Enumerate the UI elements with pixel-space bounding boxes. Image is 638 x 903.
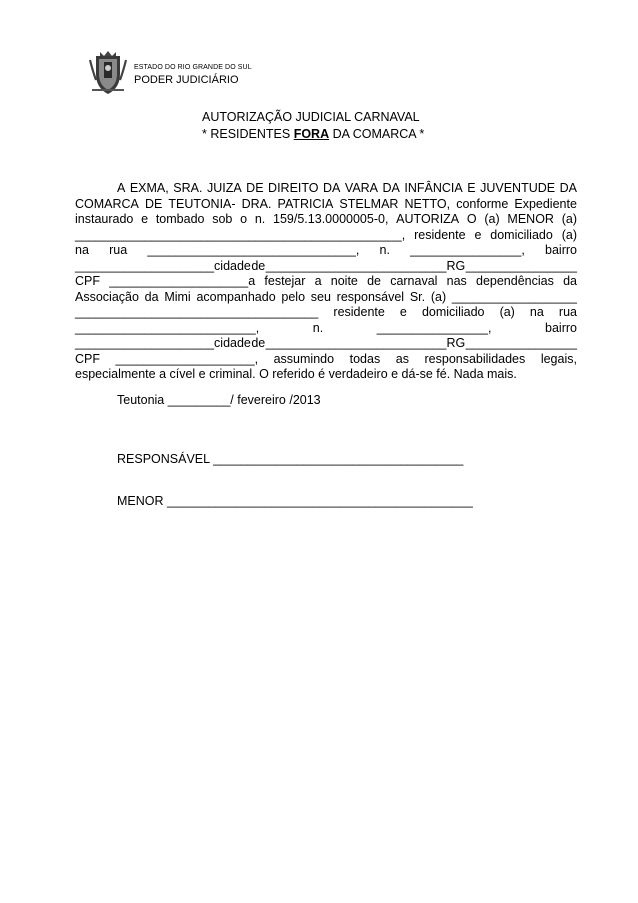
date-field: Teutonia _________/ fevereiro /2013 [117,393,321,407]
body-word: ___________________________________ [75,305,319,319]
body-line [75,212,577,228]
body-word: ________________ [465,258,577,273]
body-word: responsabilidades [424,351,526,366]
body-word: VARA [344,181,379,195]
title-line-2 [202,126,424,143]
document-title [202,109,424,143]
body-word: Mimi [164,289,191,304]
body-word: todas [349,351,381,366]
body-word: residente [333,305,385,319]
body-word: (a) [561,212,577,226]
body-word: a [314,274,322,288]
body-word: responsável [336,289,405,304]
body-word: o [240,212,248,226]
body-word: residente [414,227,466,242]
body-word: _______________________________________________, [75,227,406,242]
body-word: __________________________RG [265,258,466,273]
body-word: na [529,305,544,319]
body-word: domiciliado [421,305,485,319]
body-word: nas [446,274,467,288]
body-line [75,259,577,275]
body-word: e [399,305,407,319]
responsible-signature: RESPONSÁVEL ____________________________________ [117,452,464,466]
body-word: DA [323,181,341,195]
body-line [75,321,577,337]
body-word: COMARCA [75,196,139,211]
body-word: pelo [281,289,306,304]
state-name: ESTADO DO RIO GRANDE DO SUL [134,64,252,71]
body-word: O [466,212,477,226]
body-word: NETTO, [404,196,451,211]
body-word: da [144,289,159,304]
body-word: especialmente a cível e criminal. O referido é verdadeiro e dá-se fé. Nada mais. [75,367,517,381]
authorization-body [75,181,577,383]
body-word: ______________________________, [147,243,360,257]
body-word: (a) [484,212,500,226]
body-word: ____________________a [109,274,256,288]
body-word: ____________________, [115,351,259,366]
body-word: assumindo [273,351,335,366]
body-word: CPF [75,351,100,366]
body-word: 159/5.13.0000005-0, [273,212,389,226]
body-word: (a) [561,227,577,242]
body-word: PATRICIA [277,196,334,211]
body-word: bairro [545,320,577,335]
body-word: CPF [75,274,100,288]
body-word: E [467,181,476,195]
body-word: STELMAR [339,196,399,211]
body-word: (a) [430,289,447,304]
body-word: INFÂNCIA [404,181,463,195]
body-word: MENOR [507,212,554,226]
body-word: festejar [264,274,306,288]
body-word: de [251,336,266,350]
body-word: JUVENTUDE [480,181,556,195]
body-word: n. [254,212,266,226]
title-suffix: DA COMARCA * [329,127,425,141]
body-word: __________________ [451,289,577,304]
body-word: acompanhado [196,289,276,304]
body-line [75,228,577,244]
body-word: EXMA, [129,181,169,195]
body-line [75,367,577,383]
body-word: TEUTONIA- [168,196,236,211]
body-line [75,305,577,321]
body-word: (a) [499,305,515,319]
body-line [75,243,577,259]
body-word: Expediente [514,196,577,211]
body-word: bairro [545,243,577,257]
body-word: Sr. [409,289,426,304]
title-prefix: * RESIDENTES [202,127,294,141]
body-word: da [563,274,577,288]
body-line [75,290,577,306]
body-word: ____________________cidade [75,336,251,350]
title-emphasis: FORA [293,127,330,141]
body-word: ________________, [376,320,492,335]
body-word: domiciliado [490,227,553,242]
body-word: DA [382,181,400,195]
body-word: ________________, [410,243,525,257]
body-word: dependências [476,274,554,288]
body-word: __________________________, [75,320,260,335]
body-word: as [395,351,409,366]
body-word: rua [558,305,577,319]
body-word: ________________ [465,336,577,350]
body-word: DA [559,181,577,195]
body-word: sob [212,212,233,226]
body-word: DRA. [241,196,272,211]
body-word: e [141,212,149,226]
body-line [75,274,577,290]
body-word: JUIZA [206,181,242,195]
body-word: legais, [540,351,577,366]
body-word: instaurado [75,212,134,226]
body-word: SRA. [173,181,203,195]
court-name: PODER JUDICIÁRIO [134,74,239,86]
body-word: e [474,227,482,242]
body-word: noite [330,274,358,288]
body-word: rua [109,243,128,257]
coat-of-arms-icon [88,50,128,96]
body-word: n. [312,320,324,335]
body-word: __________________________RG [265,336,466,350]
body-word: conforme [456,196,509,211]
body-word: DE [144,196,163,211]
body-word: de [367,274,381,288]
minor-signature: MENOR ____________________________________________ [117,494,473,508]
body-line [75,336,577,352]
body-word: ____________________cidade [75,258,251,273]
body-word: Associação [75,289,139,304]
body-word: tombado [155,212,205,226]
body-word: DE [246,181,264,195]
body-line [75,181,577,197]
title-line-1: AUTORIZAÇÃO JUDICIAL CARNAVAL [202,110,420,124]
body-word: n. [379,243,390,257]
body-word: de [251,258,266,273]
body-line [75,197,577,213]
body-word: seu [310,289,331,304]
body-word: na [75,243,89,257]
body-word: A [117,181,126,195]
body-word: DIREITO [268,181,319,195]
body-word: carnaval [390,274,438,288]
body-word: AUTORIZA [396,212,460,226]
body-line [75,352,577,368]
